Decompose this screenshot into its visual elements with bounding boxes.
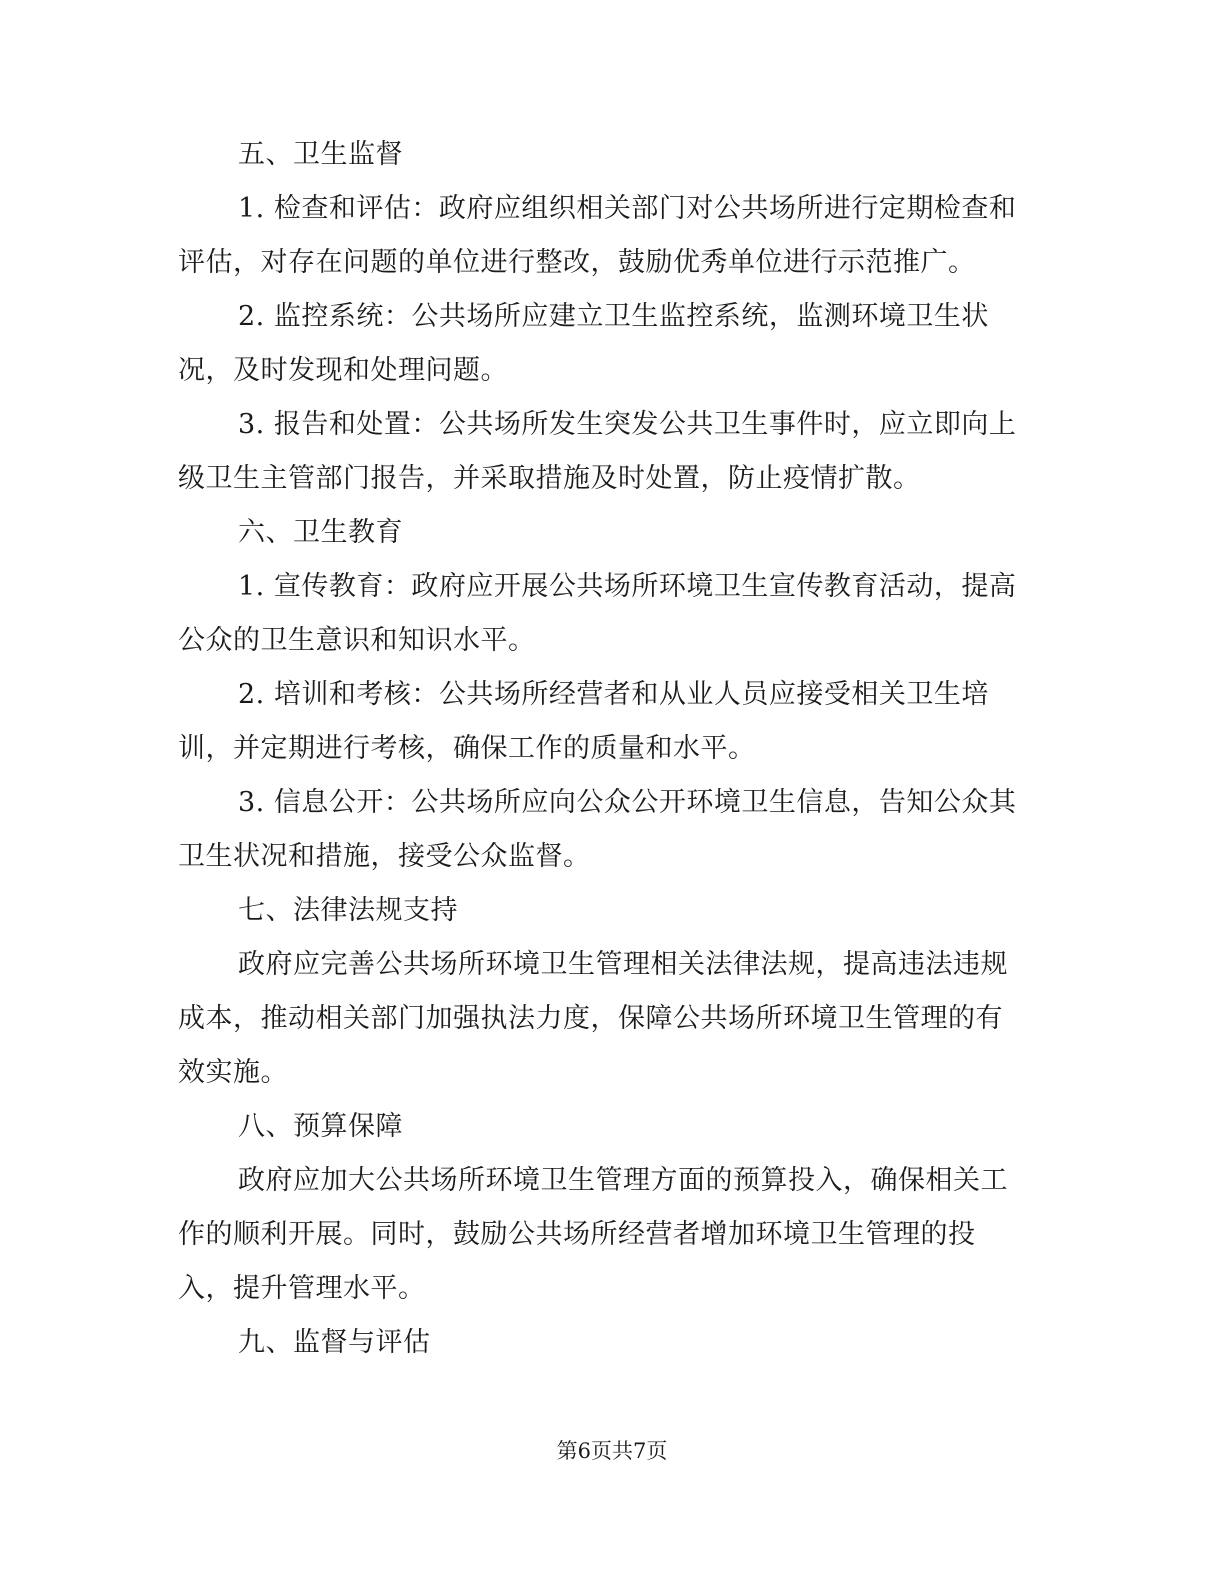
paragraph-line: 3. 报告和处置：公共场所发生突发公共卫生事件时，应立即向上 — [238, 409, 1017, 440]
paragraph-line: 政府应完善公共场所环境卫生管理相关法律法规，提高违法违规 — [238, 949, 1008, 980]
paragraph-line: 公众的卫生意识和知识水平。 — [178, 625, 536, 656]
paragraph-line: 训，并定期进行考核，确保工作的质量和水平。 — [178, 733, 756, 764]
paragraph-line: 成本，推动相关部门加强执法力度，保障公共场所环境卫生管理的有 — [178, 1003, 1003, 1034]
page-number-footer: 第6页共7页 — [556, 1439, 668, 1463]
paragraph-line: 卫生状况和措施，接受公众监督。 — [178, 841, 591, 872]
paragraph-line: 1. 检查和评估：政府应组织相关部门对公共场所进行定期检查和 — [238, 193, 1017, 224]
section-heading-legal-support: 七、法律法规支持 — [238, 895, 458, 926]
section-heading-supervision-evaluation: 九、监督与评估 — [238, 1327, 431, 1358]
document-body — [178, 128, 1038, 1370]
section-heading-health-education: 六、卫生教育 — [238, 517, 403, 548]
paragraph-line: 效实施。 — [178, 1057, 288, 1088]
paragraph-line: 2. 监控系统：公共场所应建立卫生监控系统，监测环境卫生状 — [238, 301, 989, 332]
section-heading-budget: 八、预算保障 — [238, 1111, 403, 1142]
paragraph-line: 评估，对存在问题的单位进行整改，鼓励优秀单位进行示范推广。 — [178, 247, 976, 278]
paragraph-line: 3. 信息公开：公共场所应向公众公开环境卫生信息，告知公众其 — [238, 787, 1017, 818]
paragraph-line: 政府应加大公共场所环境卫生管理方面的预算投入，确保相关工 — [238, 1165, 1008, 1196]
paragraph-line: 况，及时发现和处理问题。 — [178, 355, 508, 386]
section-heading-health-supervision: 五、卫生监督 — [238, 139, 403, 170]
paragraph-line: 入，提升管理水平。 — [178, 1273, 426, 1304]
paragraph-line: 级卫生主管部门报告，并采取措施及时处置，防止疫情扩散。 — [178, 463, 921, 494]
paragraph-line: 1. 宣传教育：政府应开展公共场所环境卫生宣传教育活动，提高 — [238, 571, 1017, 602]
paragraph-line: 2. 培训和考核：公共场所经营者和从业人员应接受相关卫生培 — [238, 679, 989, 710]
paragraph-line: 作的顺利开展。同时，鼓励公共场所经营者增加环境卫生管理的投 — [178, 1219, 976, 1250]
